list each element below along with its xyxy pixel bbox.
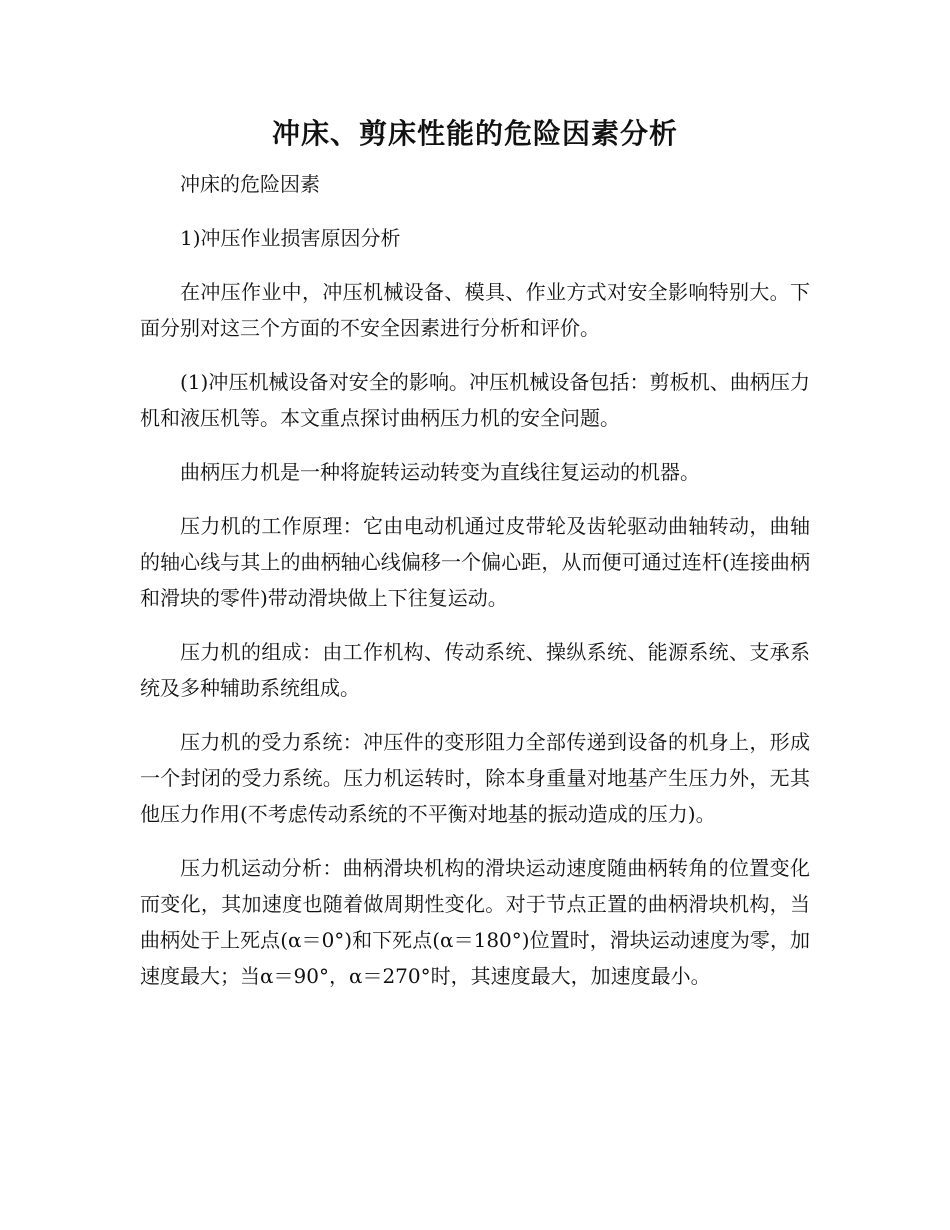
paragraph-intro: 在冲压作业中，冲压机械设备、模具、作业方式对安全影响特别大。下面分别对这三个方面的不安全因素进行分析和评价。 xyxy=(140,280,810,340)
paragraph-composition: 压力机的组成：由工作机构、传动系统、操纵系统、能源系统、支承系统及多种辅助系统组成。 xyxy=(140,640,810,700)
section-heading: 冲床的危险因素 xyxy=(180,172,320,196)
paragraph-force-system: 压力机的受力系统：冲压件的变形阻力全部传递到设备的机身上，形成一个封闭的受力系统。压力机运转时，除本身重量对地基产生压力外，无其他压力作用(不考虑传动系统的不平衡对地基的振动造成的压力)。 xyxy=(140,730,810,826)
paragraph-equipment: (1)冲压机械设备对安全的影响。冲压机械设备包括：剪板机、曲柄压力机和液压机等。本文重点探讨曲柄压力机的安全问题。 xyxy=(140,370,810,430)
paragraph-definition: 曲柄压力机是一种将旋转运动转变为直线往复运动的机器。 xyxy=(180,460,700,484)
paragraph-motion-analysis: 压力机运动分析：曲柄滑块机构的滑块运动速度随曲柄转角的位置变化而变化，其加速度也随着做周期性变化。对于节点正置的曲柄滑块机构，当曲柄处于上死点(α＝0°)和下死点(α＝180°)位置时，滑块运动速度为零，加速度最大；当α＝90°，α＝270°时，其速度最大，加速度最小。 xyxy=(140,856,810,988)
document-title: 冲床、剪床性能的危险因素分析 xyxy=(271,117,678,150)
subsection-heading: 1)冲压作业损害原因分析 xyxy=(180,226,401,250)
document-body xyxy=(140,110,810,1012)
paragraph-working-principle: 压力机的工作原理：它由电动机通过皮带轮及齿轮驱动曲轴转动，曲轴的轴心线与其上的曲柄轴心线偏移一个偏心距，从而便可通过连杆(连接曲柄和滑块的零件)带动滑块做上下往复运动。 xyxy=(140,514,810,610)
